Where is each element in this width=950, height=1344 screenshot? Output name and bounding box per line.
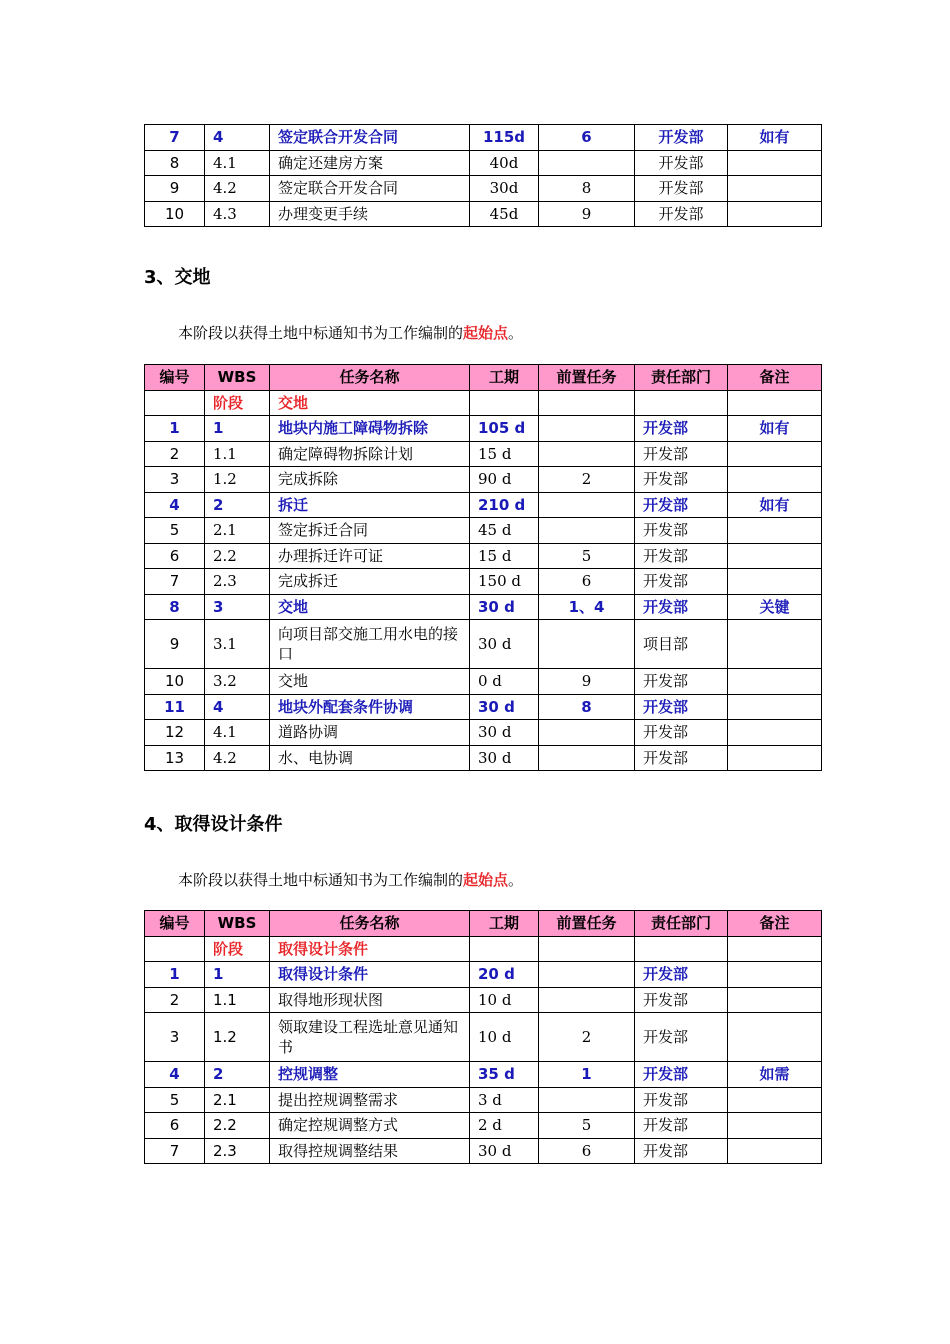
cell-dur: 10 d xyxy=(470,987,539,1013)
table-row xyxy=(145,467,822,493)
cell-dur: 30 d xyxy=(470,720,539,746)
cell-dur: 20 d xyxy=(470,962,539,988)
cell-pred: 8 xyxy=(539,694,635,720)
cell-no: 8 xyxy=(145,150,205,176)
cell-pred: 9 xyxy=(539,201,635,227)
cell-no: 7 xyxy=(145,125,205,151)
cell-dept: 开发部 xyxy=(635,987,728,1013)
cell-wbs: 2.2 xyxy=(205,1113,270,1139)
intro-highlight: 起始点 xyxy=(463,324,509,342)
cell-note xyxy=(728,201,822,227)
phase-empty-cell xyxy=(635,390,728,416)
cell-no: 1 xyxy=(145,416,205,442)
cell-name: 签定拆迁合同 xyxy=(270,518,470,544)
cell-dur: 15 d xyxy=(470,543,539,569)
cell-no: 12 xyxy=(145,720,205,746)
cell-name: 向项目部交施工用水电的接口 xyxy=(270,620,470,669)
cell-pred xyxy=(539,962,635,988)
cell-note xyxy=(728,720,822,746)
cell-wbs: 3.2 xyxy=(205,669,270,695)
cell-no: 7 xyxy=(145,1138,205,1164)
cell-dept: 开发部 xyxy=(635,594,728,620)
section-intro-design xyxy=(178,869,523,890)
cell-wbs: 4 xyxy=(205,694,270,720)
cell-dept: 开发部 xyxy=(635,150,728,176)
cell-name: 地块外配套条件协调 xyxy=(270,694,470,720)
cell-dept: 开发部 xyxy=(635,441,728,467)
cell-name: 交地 xyxy=(270,669,470,695)
cell-dur: 210 d xyxy=(470,492,539,518)
cell-dur: 105 d xyxy=(470,416,539,442)
cell-dept: 开发部 xyxy=(635,176,728,202)
cell-note xyxy=(728,518,822,544)
cell-dept: 项目部 xyxy=(635,620,728,669)
column-header: WBS xyxy=(205,911,270,937)
cell-no: 1 xyxy=(145,962,205,988)
table-row xyxy=(145,125,822,151)
cell-name: 控规调整 xyxy=(270,1062,470,1088)
cell-wbs: 2.1 xyxy=(205,1087,270,1113)
table-row xyxy=(145,1113,822,1139)
cell-note xyxy=(728,1138,822,1164)
section-heading-handover: 3、交地 xyxy=(144,267,211,288)
column-header: 工期 xyxy=(470,911,539,937)
cell-dur: 45 d xyxy=(470,518,539,544)
cell-pred: 6 xyxy=(539,569,635,595)
cell-dept: 开发部 xyxy=(635,492,728,518)
cell-note xyxy=(728,620,822,669)
table-row xyxy=(145,1087,822,1113)
cell-no: 11 xyxy=(145,694,205,720)
cell-name: 完成拆迁 xyxy=(270,569,470,595)
column-header: 任务名称 xyxy=(270,365,470,391)
table-row xyxy=(145,176,822,202)
cell-dept: 开发部 xyxy=(635,1062,728,1088)
phase-empty-cell xyxy=(728,390,822,416)
cell-name: 道路协调 xyxy=(270,720,470,746)
cell-no: 8 xyxy=(145,594,205,620)
phase-no-cell xyxy=(145,390,205,416)
cell-name: 签定联合开发合同 xyxy=(270,125,470,151)
section-intro-handover xyxy=(178,322,523,343)
cell-name: 领取建设工程选址意见通知书 xyxy=(270,1013,470,1062)
cell-dur: 15 d xyxy=(470,441,539,467)
cell-wbs: 1.1 xyxy=(205,441,270,467)
cell-pred xyxy=(539,518,635,544)
cell-wbs: 3 xyxy=(205,594,270,620)
cell-name: 确定控规调整方式 xyxy=(270,1113,470,1139)
cell-name: 地块内施工障碍物拆除 xyxy=(270,416,470,442)
cell-note: 如有 xyxy=(728,492,822,518)
cell-dur: 115d xyxy=(470,125,539,151)
table-row xyxy=(145,441,822,467)
cell-dept: 开发部 xyxy=(635,518,728,544)
cell-wbs: 4.3 xyxy=(205,201,270,227)
cell-no: 7 xyxy=(145,569,205,595)
cell-no: 13 xyxy=(145,745,205,771)
cell-name: 确定还建房方案 xyxy=(270,150,470,176)
cell-wbs: 2 xyxy=(205,1062,270,1088)
cell-note xyxy=(728,569,822,595)
cell-dept: 开发部 xyxy=(635,694,728,720)
cell-no: 10 xyxy=(145,669,205,695)
cell-pred xyxy=(539,1087,635,1113)
cell-wbs: 4.2 xyxy=(205,745,270,771)
cell-pred: 1、4 xyxy=(539,594,635,620)
phase-row xyxy=(145,936,822,962)
cell-dur: 35 d xyxy=(470,1062,539,1088)
phase-empty-cell xyxy=(635,936,728,962)
phase-empty-cell xyxy=(539,390,635,416)
cell-dur: 30 d xyxy=(470,620,539,669)
cell-dept: 开发部 xyxy=(635,1013,728,1062)
cell-name: 完成拆除 xyxy=(270,467,470,493)
column-header: 编号 xyxy=(145,365,205,391)
cell-name: 提出控规调整需求 xyxy=(270,1087,470,1113)
cell-wbs: 4.1 xyxy=(205,150,270,176)
phase-empty-cell xyxy=(539,936,635,962)
table-row xyxy=(145,543,822,569)
phase-label: 阶段 xyxy=(205,390,270,416)
cell-no: 9 xyxy=(145,620,205,669)
cell-no: 3 xyxy=(145,467,205,493)
cell-dept: 开发部 xyxy=(635,669,728,695)
cell-note: 如需 xyxy=(728,1062,822,1088)
cell-dur: 45d xyxy=(470,201,539,227)
cell-dept: 开发部 xyxy=(635,569,728,595)
intro-text: 本阶段以获得土地中标通知书为工作编制的 xyxy=(178,324,464,342)
cell-name: 取得控规调整结果 xyxy=(270,1138,470,1164)
cell-wbs: 2.1 xyxy=(205,518,270,544)
cell-pred xyxy=(539,416,635,442)
cell-dept: 开发部 xyxy=(635,1087,728,1113)
cell-dept: 开发部 xyxy=(635,745,728,771)
column-header: 备注 xyxy=(728,365,822,391)
cell-name: 确定障碍物拆除计划 xyxy=(270,441,470,467)
phase-no-cell xyxy=(145,936,205,962)
section-heading-design: 4、取得设计条件 xyxy=(144,814,283,835)
cell-note: 如有 xyxy=(728,125,822,151)
cell-wbs: 1.1 xyxy=(205,987,270,1013)
table-row xyxy=(145,492,822,518)
cell-pred: 6 xyxy=(539,125,635,151)
phase-name: 取得设计条件 xyxy=(270,936,470,962)
cell-name: 办理拆迁许可证 xyxy=(270,543,470,569)
cell-no: 2 xyxy=(145,441,205,467)
intro-text: 本阶段以获得土地中标通知书为工作编制的 xyxy=(178,871,464,889)
cell-dur: 30 d xyxy=(470,745,539,771)
cell-dur: 90 d xyxy=(470,467,539,493)
cell-note: 关键 xyxy=(728,594,822,620)
cell-name: 取得地形现状图 xyxy=(270,987,470,1013)
column-header: 编号 xyxy=(145,911,205,937)
cell-wbs: 2.3 xyxy=(205,569,270,595)
cell-pred xyxy=(539,720,635,746)
cell-wbs: 1.2 xyxy=(205,1013,270,1062)
table-land-handover xyxy=(144,364,822,771)
cell-no: 2 xyxy=(145,987,205,1013)
cell-dur: 150 d xyxy=(470,569,539,595)
cell-pred xyxy=(539,441,635,467)
table-row xyxy=(145,962,822,988)
cell-name: 签定联合开发合同 xyxy=(270,176,470,202)
cell-name: 办理变更手续 xyxy=(270,201,470,227)
column-header: 责任部门 xyxy=(635,911,728,937)
column-header: 任务名称 xyxy=(270,911,470,937)
cell-name: 水、电协调 xyxy=(270,745,470,771)
table-header-row xyxy=(145,365,822,391)
cell-dur: 10 d xyxy=(470,1013,539,1062)
cell-note xyxy=(728,543,822,569)
cell-pred: 5 xyxy=(539,1113,635,1139)
cell-wbs: 4 xyxy=(205,125,270,151)
cell-note xyxy=(728,150,822,176)
cell-wbs: 1 xyxy=(205,962,270,988)
cell-dur: 40d xyxy=(470,150,539,176)
table-row xyxy=(145,620,822,669)
table-row xyxy=(145,694,822,720)
cell-dur: 30 d xyxy=(470,594,539,620)
cell-pred: 2 xyxy=(539,467,635,493)
cell-note xyxy=(728,467,822,493)
cell-dept: 开发部 xyxy=(635,1113,728,1139)
intro-highlight: 起始点 xyxy=(463,871,509,889)
cell-note xyxy=(728,669,822,695)
phase-row xyxy=(145,390,822,416)
cell-wbs: 2 xyxy=(205,492,270,518)
cell-note: 如有 xyxy=(728,416,822,442)
cell-note xyxy=(728,987,822,1013)
cell-name: 交地 xyxy=(270,594,470,620)
table-row xyxy=(145,1013,822,1062)
cell-dur: 30 d xyxy=(470,694,539,720)
cell-dept: 开发部 xyxy=(635,543,728,569)
cell-no: 6 xyxy=(145,543,205,569)
cell-wbs: 2.3 xyxy=(205,1138,270,1164)
cell-dur: 30d xyxy=(470,176,539,202)
table-row xyxy=(145,150,822,176)
intro-end: 。 xyxy=(508,324,524,342)
cell-note xyxy=(728,1087,822,1113)
phase-empty-cell xyxy=(728,936,822,962)
intro-end: 。 xyxy=(508,871,524,889)
cell-no: 5 xyxy=(145,1087,205,1113)
cell-pred xyxy=(539,620,635,669)
cell-note xyxy=(728,1113,822,1139)
cell-dept: 开发部 xyxy=(635,125,728,151)
cell-pred: 5 xyxy=(539,543,635,569)
column-header: WBS xyxy=(205,365,270,391)
column-header: 前置任务 xyxy=(539,365,635,391)
cell-name: 取得设计条件 xyxy=(270,962,470,988)
cell-dept: 开发部 xyxy=(635,962,728,988)
cell-dur: 0 d xyxy=(470,669,539,695)
cell-note xyxy=(728,441,822,467)
cell-dept: 开发部 xyxy=(635,720,728,746)
cell-dur: 2 d xyxy=(470,1113,539,1139)
cell-dept: 开发部 xyxy=(635,467,728,493)
table-row xyxy=(145,518,822,544)
phase-empty-cell xyxy=(470,936,539,962)
table-row xyxy=(145,745,822,771)
phase-name: 交地 xyxy=(270,390,470,416)
cell-dur: 30 d xyxy=(470,1138,539,1164)
phase-label: 阶段 xyxy=(205,936,270,962)
column-header: 备注 xyxy=(728,911,822,937)
table-row xyxy=(145,594,822,620)
cell-dept: 开发部 xyxy=(635,201,728,227)
cell-name: 拆迁 xyxy=(270,492,470,518)
cell-wbs: 3.1 xyxy=(205,620,270,669)
column-header: 工期 xyxy=(470,365,539,391)
cell-no: 4 xyxy=(145,1062,205,1088)
table-row xyxy=(145,720,822,746)
cell-wbs: 4.2 xyxy=(205,176,270,202)
cell-note xyxy=(728,962,822,988)
table-row xyxy=(145,1138,822,1164)
cell-pred xyxy=(539,150,635,176)
table-row xyxy=(145,1062,822,1088)
cell-pred: 9 xyxy=(539,669,635,695)
cell-wbs: 1.2 xyxy=(205,467,270,493)
phase-empty-cell xyxy=(470,390,539,416)
table-row xyxy=(145,416,822,442)
table-row xyxy=(145,201,822,227)
table-header-row xyxy=(145,911,822,937)
cell-note xyxy=(728,176,822,202)
cell-no: 4 xyxy=(145,492,205,518)
cell-pred xyxy=(539,745,635,771)
cell-wbs: 1 xyxy=(205,416,270,442)
cell-no: 3 xyxy=(145,1013,205,1062)
cell-dept: 开发部 xyxy=(635,416,728,442)
cell-no: 9 xyxy=(145,176,205,202)
cell-note xyxy=(728,694,822,720)
cell-pred xyxy=(539,987,635,1013)
cell-pred: 1 xyxy=(539,1062,635,1088)
cell-dept: 开发部 xyxy=(635,1138,728,1164)
cell-wbs: 2.2 xyxy=(205,543,270,569)
table-row xyxy=(145,669,822,695)
table-row xyxy=(145,987,822,1013)
cell-no: 5 xyxy=(145,518,205,544)
column-header: 责任部门 xyxy=(635,365,728,391)
cell-dur: 3 d xyxy=(470,1087,539,1113)
cell-no: 6 xyxy=(145,1113,205,1139)
column-header: 前置任务 xyxy=(539,911,635,937)
cell-pred: 6 xyxy=(539,1138,635,1164)
cell-pred: 8 xyxy=(539,176,635,202)
table-row xyxy=(145,569,822,595)
cell-note xyxy=(728,1013,822,1062)
cell-no: 10 xyxy=(145,201,205,227)
cell-pred: 2 xyxy=(539,1013,635,1062)
cell-wbs: 4.1 xyxy=(205,720,270,746)
table-design-conditions xyxy=(144,910,822,1164)
table-land-agreement xyxy=(144,124,822,227)
cell-pred xyxy=(539,492,635,518)
cell-note xyxy=(728,745,822,771)
